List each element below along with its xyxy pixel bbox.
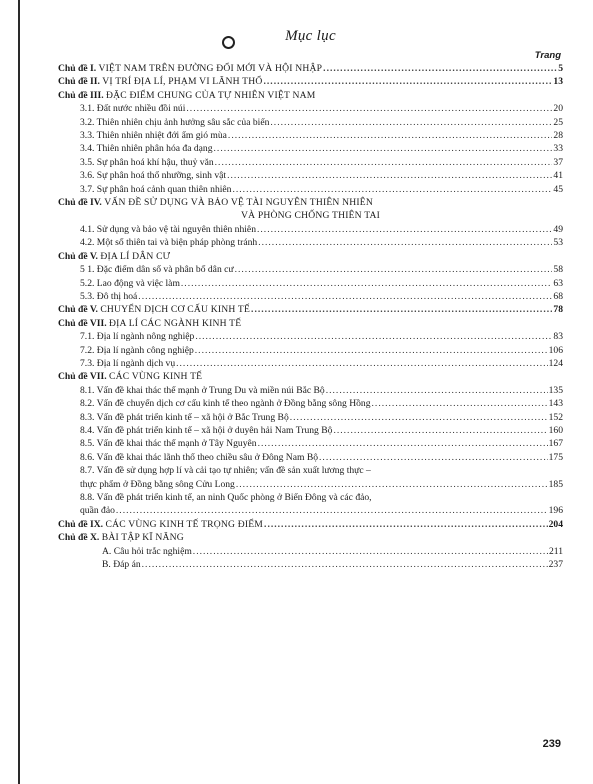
toc-entry[interactable]: [58, 303, 563, 316]
toc-chapter-title: CHUYỂN DỊCH CƠ CẤU KINH TẾ: [100, 304, 251, 316]
toc-entry[interactable]: [58, 102, 563, 115]
toc-entry-title: 8.1. Vấn đề khai thác thế mạnh ở Trung Du và miền núi Bắc Bộ: [80, 384, 325, 396]
toc-entry-title: 3.1. Đất nước nhiều đồi núi: [80, 103, 186, 115]
toc-entry-title: 8.6. Vấn đề khai thác lãnh thổ theo chiều sâu ở Đông Nam Bộ: [80, 451, 319, 463]
toc-entry-title: 7.1. Địa lí ngành nông nghiệp: [80, 331, 195, 343]
toc-entry[interactable]: [58, 464, 563, 477]
toc-chapter-label: Chủ đề I.: [58, 63, 97, 74]
toc-page-number: 63: [553, 277, 563, 289]
toc-entry[interactable]: [58, 411, 563, 424]
toc-entry[interactable]: [58, 250, 563, 263]
dot-leader: [264, 518, 548, 531]
toc-page-number: 237: [548, 559, 563, 571]
toc-page-number: 13: [553, 76, 563, 88]
dot-leader: [176, 357, 547, 370]
toc-page-number: 135: [548, 384, 563, 396]
toc-entry-title: 8.8. Vấn đề phát triển kinh tế, an ninh Quốc phòng ở Biển Đông và các đảo,: [80, 492, 372, 503]
toc-page-number: 106: [548, 344, 563, 356]
toc-entry[interactable]: [58, 397, 563, 410]
toc-entry-title: 8.7. Vấn đề sử dụng hợp lí và cải tạo tự nhiên; vấn đề sản xuất lương thực –: [80, 465, 371, 477]
toc-page-number: 53: [553, 237, 563, 249]
dot-leader: [326, 384, 548, 397]
dot-leader: [236, 478, 548, 491]
toc-entry-title: quần đảo: [80, 505, 115, 517]
dot-leader: [195, 344, 548, 357]
toc-entry[interactable]: [58, 518, 563, 531]
toc-entry[interactable]: [58, 62, 563, 75]
toc-entry[interactable]: [58, 545, 563, 558]
toc-entry-text: [58, 62, 322, 75]
toc-entry[interactable]: [58, 317, 563, 330]
toc-chapter-title: VẤN ĐỀ SỬ DỤNG VÀ BẢO VỆ TÀI NGUYÊN THIÊN NHIÊN: [104, 197, 373, 209]
toc-entry-title: 4.2. Một số thiên tai và biện pháp phòng tránh: [80, 237, 258, 249]
toc-entry[interactable]: [58, 478, 563, 491]
toc-page-number: 5: [558, 63, 563, 74]
toc-entry-title: 3.4. Thiên nhiên phân hóa đa dạng: [80, 143, 213, 155]
toc-entry[interactable]: [58, 89, 563, 102]
toc-entry-title: 3.5. Sự phân hoá khí hậu, thuỷ văn: [80, 156, 214, 168]
toc-entry[interactable]: [58, 344, 563, 357]
toc-entry[interactable]: [58, 491, 563, 504]
toc-entry-text: [58, 317, 241, 330]
toc-page: [58, 18, 563, 768]
toc-entry[interactable]: [58, 424, 563, 437]
dot-leader: [195, 330, 552, 343]
toc-entry[interactable]: VÀ PHÒNG CHỐNG THIÊN TAI: [240, 210, 381, 222]
toc-entry-title: 3.3. Thiên nhiên nhiệt đới ẩm gió mùa: [80, 130, 227, 142]
toc-entry[interactable]: [58, 330, 563, 343]
toc-entry-title: 3.6. Sự phân hoá thổ nhưỡng, sinh vật: [80, 170, 227, 182]
dot-leader: [193, 545, 548, 558]
toc-page-number: 185: [548, 478, 563, 490]
toc-page-number: 204: [548, 518, 563, 530]
toc-chapter-label: Chủ đề VII.: [58, 317, 107, 329]
toc-chapter-title: VIỆT NAM TRÊN ĐƯỜNG ĐỔI MỚI VÀ HỘI NHẬP: [98, 63, 323, 74]
toc-page-number: 143: [548, 398, 563, 410]
dot-leader: [258, 236, 552, 249]
toc-page-number: 58: [553, 264, 563, 276]
page-column-label: Trang: [534, 50, 561, 61]
toc-entry-title: 3.2. Thiên nhiên chịu ảnh hưởng sâu sắc của biển: [80, 116, 270, 128]
table-of-contents: [58, 62, 563, 571]
toc-chapter-title: ĐẶC ĐIỂM CHUNG CỦA TỰ NHIÊN VIỆT NAM: [106, 89, 316, 101]
toc-entry[interactable]: [58, 277, 563, 290]
dot-leader: [214, 142, 553, 155]
toc-chapter-title: VỊ TRÍ ĐỊA LÍ, PHẠM VI LÃNH THỔ: [102, 76, 263, 88]
toc-page-number: 167: [548, 438, 563, 450]
toc-entry-text: [58, 196, 373, 209]
toc-page-number: 152: [548, 411, 563, 423]
toc-chapter-title: ĐỊA LÍ DÂN CƯ: [100, 250, 171, 262]
toc-entry[interactable]: [58, 558, 563, 571]
toc-page-number: 78: [553, 304, 563, 316]
toc-chapter-label: Chủ đề IV.: [58, 197, 102, 209]
toc-chapter-label: Chủ đề IX.: [58, 518, 104, 530]
dot-leader: [290, 411, 548, 424]
toc-page-number: 33: [553, 143, 563, 155]
toc-chapter-label: Chủ đề V.: [58, 250, 98, 262]
toc-chapter-label: Chủ đề III.: [58, 89, 104, 101]
toc-chapter-label: Chủ đề X.: [58, 532, 100, 544]
dot-leader: [215, 156, 553, 169]
toc-entry[interactable]: [58, 196, 563, 209]
dot-leader: [227, 169, 552, 182]
toc-page-number: 83: [553, 331, 563, 343]
toc-entry-title: 8.2. Vấn đề chuyển dịch cơ cấu kinh tế theo ngành ở Đồng bằng sông Hồng: [80, 398, 371, 410]
dot-leader: [181, 277, 553, 290]
toc-entry-title: 5.2. Lao động và việc làm: [80, 277, 180, 289]
dot-leader: [235, 263, 553, 276]
toc-entry-title: 8.5. Vấn đề khai thác thế mạnh ở Tây Nguyên: [80, 438, 257, 450]
toc-entry[interactable]: [58, 357, 563, 370]
toc-chapter-title: BÀI TẬP KĨ NĂNG: [101, 532, 184, 544]
toc-entry-title: 7.3. Địa lí ngành dịch vụ: [80, 357, 176, 369]
toc-entry[interactable]: [58, 263, 563, 276]
toc-entry-title: 4.1. Sử dụng và bảo vệ tài nguyên thiên nhiên: [80, 223, 256, 235]
dot-leader: [232, 183, 552, 196]
toc-entry-title: A. Câu hỏi trắc nghiệm: [102, 545, 192, 557]
toc-entry[interactable]: [58, 169, 563, 182]
toc-entry[interactable]: [58, 290, 563, 303]
dot-leader: [323, 62, 557, 75]
toc-page-number: 45: [553, 183, 563, 195]
toc-entry-text: [58, 89, 315, 102]
toc-entry[interactable]: [58, 129, 563, 142]
dot-leader: [186, 102, 552, 115]
ring-hole-icon: [222, 36, 235, 49]
dot-leader: [319, 451, 548, 464]
toc-entry-text: [58, 250, 170, 263]
toc-entry[interactable]: [58, 156, 563, 169]
toc-entry[interactable]: [58, 384, 563, 397]
toc-entry-title: 5 1. Đặc điểm dân số và phân bố dân cư: [80, 264, 234, 276]
dot-leader: [258, 437, 548, 450]
toc-entry-title: 7.2. Địa lí ngành công nghiệp: [80, 344, 194, 356]
toc-page-number: 160: [548, 424, 563, 436]
toc-entry-title: 8.4. Vấn đề phát triển kinh tế – xã hội ở duyên hải Nam Trung Bộ: [80, 424, 333, 436]
dot-leader: [264, 75, 553, 88]
toc-page-number: 49: [553, 223, 563, 235]
toc-page-number: 196: [548, 505, 563, 517]
toc-chapter-label: Chủ đề II.: [58, 76, 100, 88]
toc-entry-title: 3.7. Sự phân hoá cảnh quan thiên nhiên: [80, 183, 232, 195]
toc-entry[interactable]: [58, 223, 563, 236]
toc-entry-text: [58, 370, 202, 383]
toc-entry[interactable]: [58, 451, 563, 464]
dot-leader: [257, 223, 552, 236]
toc-chapter-label: Chủ đề V.: [58, 304, 98, 316]
toc-chapter-title: CÁC VÙNG KINH TẾ TRỌNG ĐIỂM: [105, 518, 264, 530]
toc-entry-text: [58, 303, 250, 316]
toc-page-number: 25: [553, 116, 563, 128]
toc-entry[interactable]: [58, 142, 563, 155]
toc-entry[interactable]: [58, 75, 563, 88]
toc-entry-title: B. Đáp án: [102, 559, 141, 571]
toc-entry-text: [58, 75, 263, 88]
dot-leader: [251, 303, 552, 316]
toc-entry-text: [58, 531, 184, 544]
toc-page-number: 211: [548, 545, 563, 557]
toc-entry-title: 5.3. Đô thị hoá: [80, 290, 138, 302]
toc-entry[interactable]: [58, 437, 563, 450]
page-number: 239: [542, 738, 561, 750]
toc-entry-title: 8.3. Vấn đề phát triển kinh tế – xã hội ở Bắc Trung Bộ: [80, 411, 289, 423]
toc-entry[interactable]: [58, 236, 563, 249]
toc-page-number: 41: [553, 170, 563, 182]
dot-leader: [116, 504, 548, 517]
toc-entry[interactable]: [58, 504, 563, 517]
dot-leader: [372, 397, 548, 410]
dot-leader: [228, 129, 552, 142]
toc-page-number: 124: [548, 357, 563, 369]
toc-entry[interactable]: [58, 531, 563, 544]
toc-entry-text: [58, 518, 263, 531]
dot-leader: [138, 290, 552, 303]
toc-chapter-title: ĐỊA LÍ CÁC NGÀNH KINH TẾ: [109, 317, 242, 329]
toc-chapter-title: CÁC VÙNG KINH TẾ: [109, 371, 203, 383]
toc-page-number: 20: [553, 103, 563, 115]
dot-leader: [333, 424, 547, 437]
toc-page-number: 175: [548, 451, 563, 463]
toc-entry[interactable]: [58, 116, 563, 129]
toc-page-number: 28: [553, 130, 563, 142]
toc-entry-title: thực phẩm ở Đồng bằng sông Cửu Long: [80, 478, 235, 490]
toc-entry[interactable]: [58, 370, 563, 383]
dot-leader: [142, 558, 548, 571]
toc-chapter-label: Chủ đề VII.: [58, 371, 107, 383]
toc-page-number: 68: [553, 290, 563, 302]
dot-leader: [270, 116, 552, 129]
page-binding-edge: [18, 0, 20, 784]
page-title: Mục lục: [285, 28, 336, 44]
toc-page-number: 37: [553, 156, 563, 168]
toc-entry[interactable]: [58, 183, 563, 196]
